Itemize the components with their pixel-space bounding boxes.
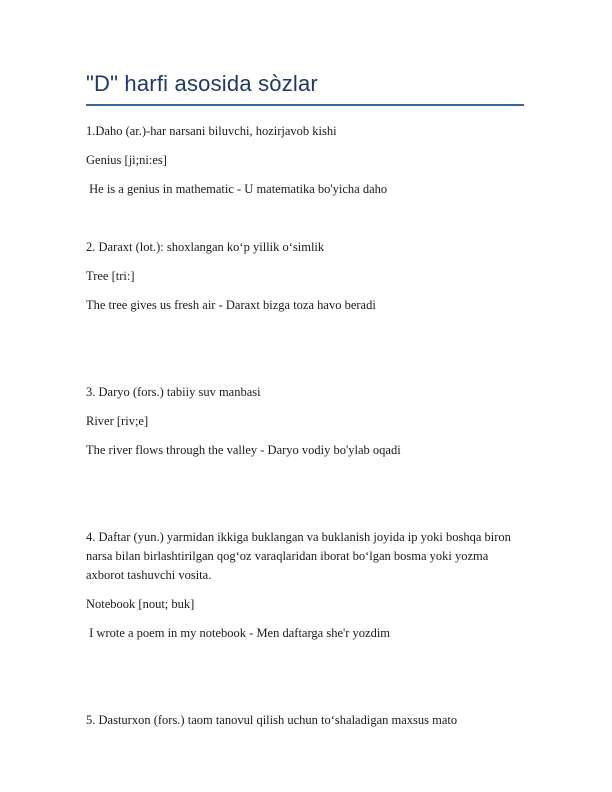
entry-definition: 3. Daryo (fors.) tabiiy suv manbasi	[86, 385, 261, 399]
paragraph-spacer	[86, 354, 524, 373]
entry-definition: 4. Daftar (yun.) yarmidan ikkiga buklangan va buklanish joyida ip yoki boshqa biron narsa bilan birlashtirilgan qog‘oz varaqlaridan iborat bo‘lgan bosma yoki yozma axborot tashuvchi vosita.	[86, 530, 515, 582]
entry-definition: 1.Daho (ar.)-har narsani biluvchi, hozirjavob kishi	[86, 124, 337, 138]
entry-daraxt	[86, 238, 524, 315]
entry-example: He is a genius in mathematic - U matematika bo'yicha daho	[86, 182, 388, 196]
entry-word: River [riv;e]	[86, 414, 149, 428]
paragraph-spacer	[86, 470, 524, 489]
entry-word: Notebook [nout; buk]	[86, 597, 195, 611]
entry-dasturxon	[86, 711, 524, 730]
entry-definition: 5. Dasturxon (fors.) taom tanovul qilish uchun to‘shaladigan maxsus mato	[86, 713, 458, 727]
entry-example: I wrote a poem in my notebook - Men daftarga she'r yozdim	[86, 626, 391, 640]
paragraph-spacer	[86, 653, 524, 672]
entry-definition: 2. Daraxt (lot.): shoxlangan ko‘p yillik o‘simlik	[86, 240, 325, 254]
entry-daho	[86, 122, 524, 199]
entry-word: Genius [ji;ni:es]	[86, 153, 167, 167]
paragraph-spacer	[86, 209, 524, 228]
document-body	[86, 122, 524, 730]
entry-word: Tree [tri:]	[86, 269, 135, 283]
paragraph-spacer	[86, 325, 524, 344]
entry-example: The tree gives us fresh air - Daraxt bizga toza havo beradi	[86, 298, 376, 312]
paragraph-spacer	[86, 499, 524, 518]
entry-example: The river flows through the valley - Daryo vodiy bo'ylab oqadi	[86, 443, 401, 457]
entry-daftar	[86, 528, 524, 643]
paragraph-spacer	[86, 682, 524, 701]
page-title: "D" harfi asosida sòzlar	[86, 70, 524, 106]
entry-daryo	[86, 383, 524, 460]
